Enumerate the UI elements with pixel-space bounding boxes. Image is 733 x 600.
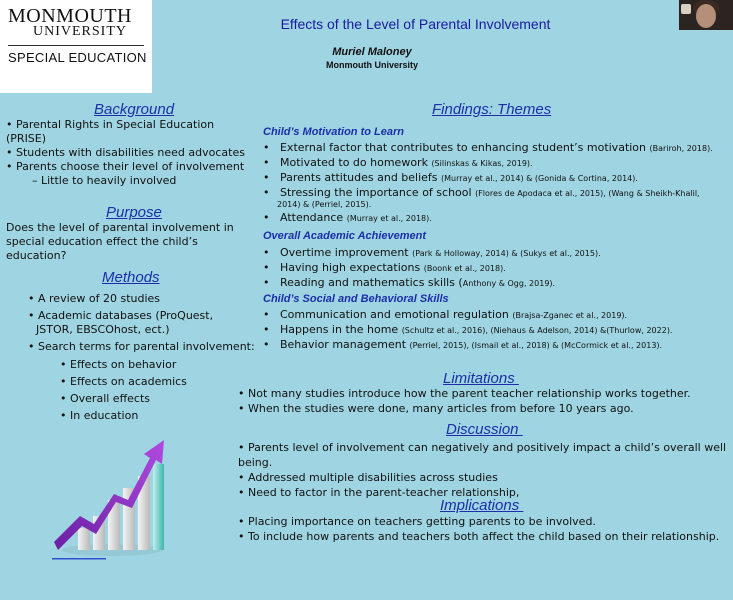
findings-heading: Findings: Themes <box>432 101 552 118</box>
limitations-heading: Limitations <box>443 370 519 387</box>
finding-item: • Stressing the importance of school (Flores de Apodaca et al., 2015), (Wang & Sheikh-Khalil, <box>263 186 700 199</box>
finding-item: • External factor that contributes to enhancing student’s motivation (Bariroh, 2018). <box>263 141 713 154</box>
university-logo <box>0 0 152 93</box>
logo-line-1: MONMOUTH <box>8 5 132 27</box>
purpose-line: special education effect the child’s <box>6 235 198 248</box>
discussion-item: • Addressed multiple disabilities across studies <box>238 471 498 484</box>
discussion-heading: Discussion <box>446 421 523 438</box>
logo-line-2: UNIVERSITY <box>33 24 127 39</box>
implications-item: • Placing importance on teachers getting parents to be involved. <box>238 515 596 528</box>
methods-subitem: • Effects on academics <box>60 375 187 388</box>
methods-item-continuation: JSTOR, EBSCOhost, ect.) <box>36 323 170 336</box>
finding-item: • Behavior management (Perriel, 2015), (Ismail et al., 2018) & (McCormick et al., 2013). <box>263 338 663 351</box>
finding-item: • Motivated to do homework (Silinskas & Kikas, 2019). <box>263 156 533 169</box>
motivation-heading: Child’s Motivation to Learn <box>263 126 404 138</box>
presenter-webcam <box>679 0 733 30</box>
author-affiliation: Monmouth University <box>325 60 418 70</box>
webcam-background-lamp <box>681 4 691 14</box>
discussion-item: • Need to factor in the parent-teacher relationship, <box>238 486 520 499</box>
finding-item: • Reading and mathematics skills (Anthony & Ogg, 2019). <box>263 276 556 289</box>
methods-subitem: • In education <box>60 409 139 422</box>
social-heading: Child’s Social and Behavioral Skills <box>263 293 449 305</box>
finding-item: • Having high expectations (Boonk et al., 2018). <box>263 261 506 274</box>
limitations-item: • Not many studies introduce how the parent teacher relationship works together. <box>238 387 691 400</box>
poster-title: Effects of the Level of Parental Involvement <box>280 16 551 32</box>
discussion-item: • Parents level of involvement can negatively and positively impact a child’s overall well <box>238 441 727 454</box>
methods-item: • A review of 20 studies <box>28 292 161 305</box>
finding-item: • Overtime improvement (Park & Holloway, 2014) & (Sukys et al., 2015). <box>263 246 601 259</box>
finding-item-continuation: 2014) & (Perriel, 2015). <box>277 200 372 209</box>
webcam-face <box>696 4 716 28</box>
background-item-continuation: (PRISE) <box>6 132 47 145</box>
discussion-item-continuation: being. <box>238 456 273 469</box>
finding-item: • Communication and emotional regulation (Brajsa-Zganec et al., 2019). <box>263 308 628 321</box>
logo-divider <box>8 45 144 46</box>
background-item: • Parental Rights in Special Education <box>6 118 215 131</box>
growth-chart-icon <box>50 434 170 564</box>
purpose-line: education? <box>6 249 67 262</box>
methods-subitem: • Overall effects <box>60 392 151 405</box>
finding-item: • Parents attitudes and beliefs (Murray et al., 2014) & (Gonida & Cortina, 2014). <box>263 171 638 184</box>
purpose-line: Does the level of parental involvement in <box>6 221 234 234</box>
academic-heading: Overall Academic Achievement <box>263 230 427 242</box>
background-item: • Parents choose their level of involvement <box>6 160 245 173</box>
methods-heading: Methods <box>102 269 160 286</box>
methods-subitem: • Effects on behavior <box>60 358 177 371</box>
background-subitem: – Little to heavily involved <box>32 174 177 187</box>
limitations-item: • When the studies were done, many articles from before 10 years ago. <box>238 402 634 415</box>
methods-item: • Search terms for parental involvement: <box>28 340 255 353</box>
methods-item: • Academic databases (ProQuest, <box>28 309 214 322</box>
purpose-heading: Purpose <box>106 204 162 221</box>
finding-item: • Happens in the home (Schultz et al., 2016), (Niehaus & Adelson, 2014) &(Thurlow, 2022). <box>263 323 673 336</box>
author-name: Muriel Maloney <box>332 46 412 58</box>
implications-item: • To include how parents and teachers both affect the child based on their relationship. <box>238 530 720 543</box>
background-heading: Background <box>94 101 175 118</box>
logo-line-3: SPECIAL EDUCATION <box>8 50 147 65</box>
finding-item: • Attendance (Murray et al., 2018). <box>263 211 432 224</box>
background-item: • Students with disabilities need advocates <box>6 146 245 159</box>
implications-heading: Implications <box>440 497 524 514</box>
